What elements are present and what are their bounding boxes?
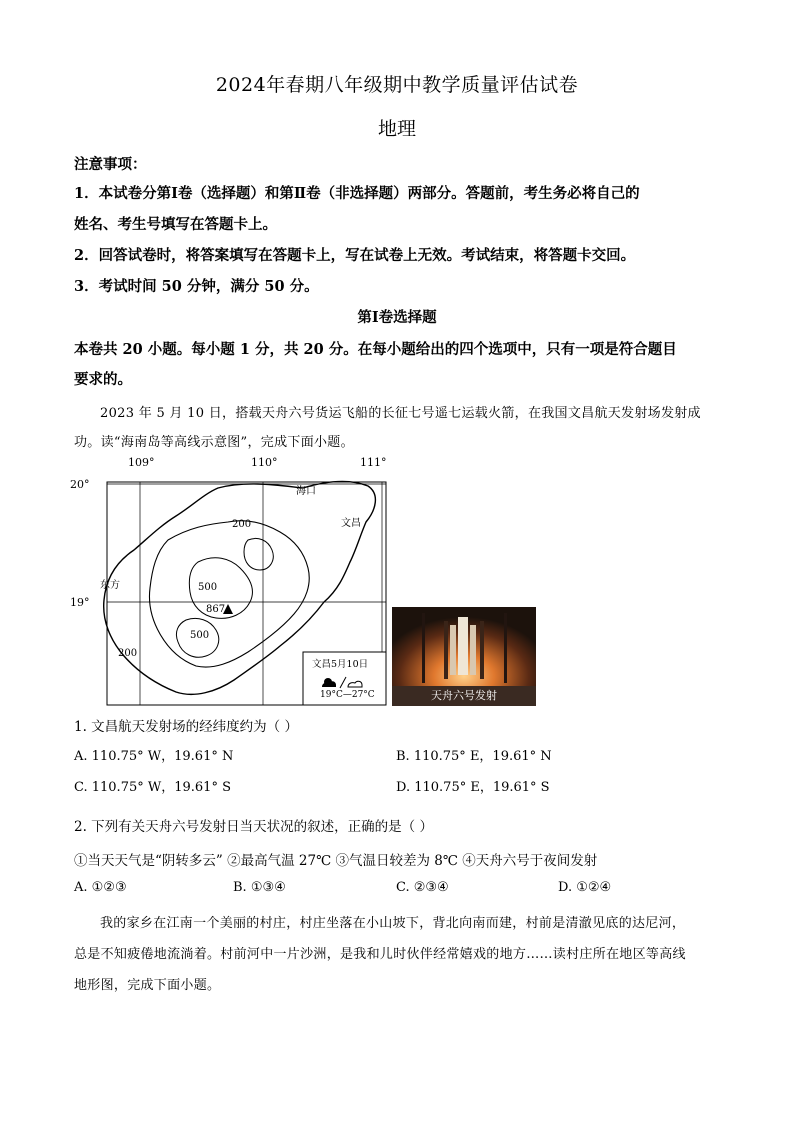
- q1-option-c[interactable]: C. 110.75° W，19.61° S: [74, 780, 231, 795]
- q2-option-b[interactable]: B. ①③④: [233, 880, 286, 895]
- contour-label-200: 200: [232, 519, 252, 530]
- q2-stem: 2. 下列有关天舟六号发射日当天状况的叙述，正确的是（ ）: [74, 819, 433, 835]
- launch-photo: [392, 607, 536, 706]
- notice-item-1-line-1: 1．本试卷分第Ⅰ卷（选择题）和第Ⅱ卷（非选择题）两部分。答题前，考生务必将自己的: [74, 185, 640, 202]
- q2-option-d[interactable]: D. ①②④: [558, 880, 612, 895]
- passage-1-line-2: 功。读“海南岛等高线示意图”，完成下面小题。: [74, 435, 354, 450]
- notice-heading: 注意事项：: [74, 156, 147, 173]
- peak-label-867: 867: [206, 604, 226, 615]
- notice-item-2: 2．回答试卷时，将答案填写在答题卡上，写在试卷上无效。考试结束，将答题卡交回。: [74, 247, 636, 264]
- contour-label-500: 500: [198, 582, 218, 593]
- lat-label-20: 20°: [70, 478, 90, 491]
- lon-label-109: 109°: [128, 456, 155, 469]
- q1-option-b[interactable]: B. 110.75° E，19.61° N: [396, 749, 552, 764]
- exam-title: 2024年春期八年级期中教学质量评估试卷: [215, 74, 579, 96]
- subject-title: 地理: [377, 118, 416, 140]
- lon-label-110: 110°: [251, 456, 278, 469]
- q2-option-a[interactable]: A. ①②③: [74, 880, 127, 895]
- weather-date: 文昌5月10日: [312, 659, 369, 670]
- q2-statements: ①当天天气是“阴转多云” ②最高气温 27℃ ③气温日较差为 8℃ ④天舟六号于夜间发射: [74, 853, 598, 869]
- section-1-intro-line-1: 本卷共 20 小题。每小题 1 分，共 20 分。在每小题给出的四个选项中，只有一项是符合题目: [74, 341, 677, 358]
- place-wenchang: 文昌: [341, 518, 361, 529]
- passage-2-line-1: 我的家乡在江南一个美丽的村庄，村庄坐落在小山坡下，背北向南而建，村前是清澈见底的达尼河，: [100, 916, 686, 931]
- q1-option-a[interactable]: A. 110.75° W，19.61° N: [74, 749, 234, 764]
- lon-label-111: 111°: [360, 456, 387, 469]
- weather-temp: 19°C—27°C: [320, 690, 375, 700]
- contour-label-200-south: 200: [118, 648, 138, 659]
- q1-option-d[interactable]: D. 110.75° E，19.61° S: [396, 780, 550, 795]
- hainan-contour-map: [70, 456, 388, 708]
- passage-2-line-2: 总是不知疲倦地流淌着。村前河中一片沙洲，是我和儿时伙伴经常嬉戏的地方……读村庄所在地区等高线: [74, 947, 686, 962]
- contour-label-500-south: 500: [190, 630, 210, 641]
- place-dongfang: 东方: [100, 580, 120, 591]
- q2-option-c[interactable]: C. ②③④: [396, 880, 449, 895]
- lat-label-19: 19°: [70, 596, 90, 609]
- section-1-title: 第Ⅰ卷选择题: [357, 309, 437, 326]
- passage-1-line-1: 2023 年 5 月 10 日，搭载天舟六号货运飞船的长征七号遥七运载火箭，在我国文昌航天发射场发射成: [100, 406, 701, 421]
- place-haikou: 海口: [296, 486, 316, 497]
- passage-2-line-3: 地形图，完成下面小题。: [74, 978, 221, 993]
- section-1-intro-line-2: 要求的。: [74, 371, 132, 388]
- notice-item-3: 3．考试时间 50 分钟，满分 50 分。: [74, 278, 319, 295]
- photo-caption: 天舟六号发射: [392, 686, 536, 706]
- q1-stem: 1. 文昌航天发射场的经纬度约为（ ）: [74, 719, 298, 735]
- notice-item-1-line-2: 姓名、考生号填写在答题卡上。: [74, 216, 277, 233]
